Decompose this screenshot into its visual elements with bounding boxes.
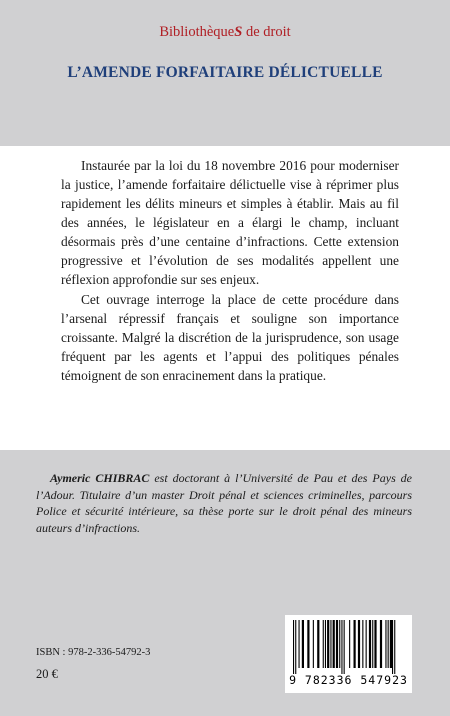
barcode-bar	[302, 620, 304, 668]
barcode-bar	[362, 620, 363, 668]
barcode-bar	[369, 620, 371, 668]
barcode-bar	[385, 620, 386, 668]
series-prefix: Bibliothèque	[159, 24, 235, 40]
barcode-guard-bar	[344, 620, 345, 674]
barcode-bar	[372, 620, 373, 668]
footer-band	[0, 450, 450, 716]
barcode-bar	[358, 620, 360, 668]
barcode-bar	[317, 620, 319, 668]
barcode-bar	[374, 620, 376, 668]
barcode-bar	[390, 620, 392, 668]
barcode-bar	[380, 620, 382, 668]
barcode-bar	[327, 620, 329, 668]
author-bio-text: est doctorant à l’Université de Pau et des Pays de l’Adour. Titulaire d’un master Droit pénal et sciences criminelles, parcours Police et sécurité intérieure, sa thèse porte sur le droit pénal des mineurs auteurs d’infractions.	[36, 471, 412, 535]
summary-paragraph-2: Cet ouvrage interroge la place de cette procédure dans l’arsenal répressif français et souligne son importance croissante. Malgré la discrétion de la jurisprudence, son usage fréquent par les agents et l’appui des politiques pénales témoignent de son enracinement dans la pratique.	[61, 292, 399, 383]
header-band	[0, 0, 450, 146]
barcode-guard-bar	[394, 620, 395, 674]
barcode-bar	[366, 620, 367, 668]
barcode-bar	[388, 620, 389, 668]
isbn: ISBN : 978-2-336-54792-3	[36, 647, 151, 658]
barcode-bar	[323, 620, 324, 668]
barcode-bar	[307, 620, 309, 668]
barcode-bar	[313, 620, 314, 668]
barcode-guard-bar	[295, 620, 296, 674]
price: 20 €	[36, 667, 58, 681]
barcode-bar	[330, 620, 331, 668]
barcode-bar	[354, 620, 356, 668]
barcode-guard-bar	[392, 620, 393, 674]
barcode-guard-bar	[341, 620, 342, 674]
summary-paragraph-1: Instaurée par la loi du 18 novembre 2016 pour moderniser la justice, l’amende forfaitaire délictuelle vise à réprimer plus rapidement les délits mineurs et simples à établir. Mais au fil des années, le législateur en a élargi le champ, incluant désormais près d’une centaine d’infractions. Cette extension progressive et l’évolution de ses modalités appellent une réflexion approfondie sur ses enjeux.	[61, 158, 399, 287]
author-name: Aymeric CHIBRAC	[50, 471, 150, 485]
barcode-bar	[349, 620, 350, 668]
barcode	[285, 615, 412, 693]
summary-section	[0, 146, 450, 450]
barcode-bar	[299, 620, 300, 668]
barcode-bar	[333, 620, 335, 668]
barcode-bars	[291, 620, 406, 674]
barcode-bar	[336, 620, 338, 668]
series-name	[0, 24, 450, 41]
barcode-guard-bar	[293, 620, 294, 674]
book-title: L’AMENDE FORFAITAIRE DÉLICTUELLE	[67, 64, 383, 81]
author-bio	[36, 470, 412, 536]
series-suffix: de droit	[242, 24, 291, 40]
barcode-bar	[339, 620, 340, 668]
series-s: S	[234, 24, 243, 40]
barcode-bar	[325, 620, 326, 668]
barcode-digits: 9 782336 547923	[289, 673, 408, 687]
